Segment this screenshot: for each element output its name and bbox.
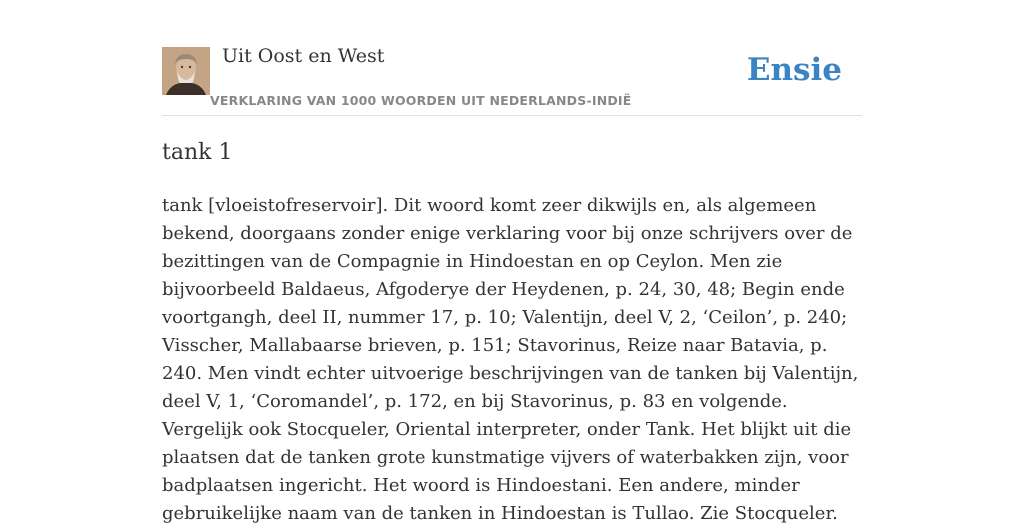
article-title: tank 1 (162, 140, 233, 165)
author-name[interactable]: Uit Oost en West (222, 45, 385, 67)
ensie-logo[interactable]: Ensie (746, 52, 842, 88)
article-body: tank [vloeistofreservoir]. Dit woord komt zeer dikwijls en, als algemeen bekend, doorgaans zonder enige verklaring voor bij onze schrijvers over de bezittingen van de Compagnie in Hindoestan en op Ceylon. Men zie bijvoorbeeld Baldaeus, Afgoderye der Heydenen, p. 24, 30, 48; Begin ende voortgangh, deel II, nummer 17, p. 10; Valentijn, deel V, 2, ‘Ceilon’, p. 240; Visscher, Mallabaarse brieven, p. 151; Stavorinus, Reize naar Batavia, p. 240. Men vindt echter uitvoerige beschrijvingen van de tanken bij Valentijn, deel V, 1, ‘Coromandel’, p. 172, en bij Stavorinus, p. 83 en volgende. Vergelijk ook Stocqueler, Oriental interpreter, onder Tank. Het blijkt uit die plaatsen dat de tanken grote kunstmatige vijvers of waterbakken zijn, voor badplaatsen ingericht. Het woord is Hindoestani. Een andere, minder gebruikelijke naam van de tanken in Hindoestan is Tullao. Zie Stocqueler. (162, 195, 859, 524)
source-subtitle[interactable]: VERKLARING VAN 1000 WOORDEN UIT NEDERLANDS-INDIË (210, 93, 632, 108)
portrait-drawing (162, 47, 210, 95)
header (162, 0, 862, 116)
author-portrait-icon[interactable] (162, 47, 210, 95)
